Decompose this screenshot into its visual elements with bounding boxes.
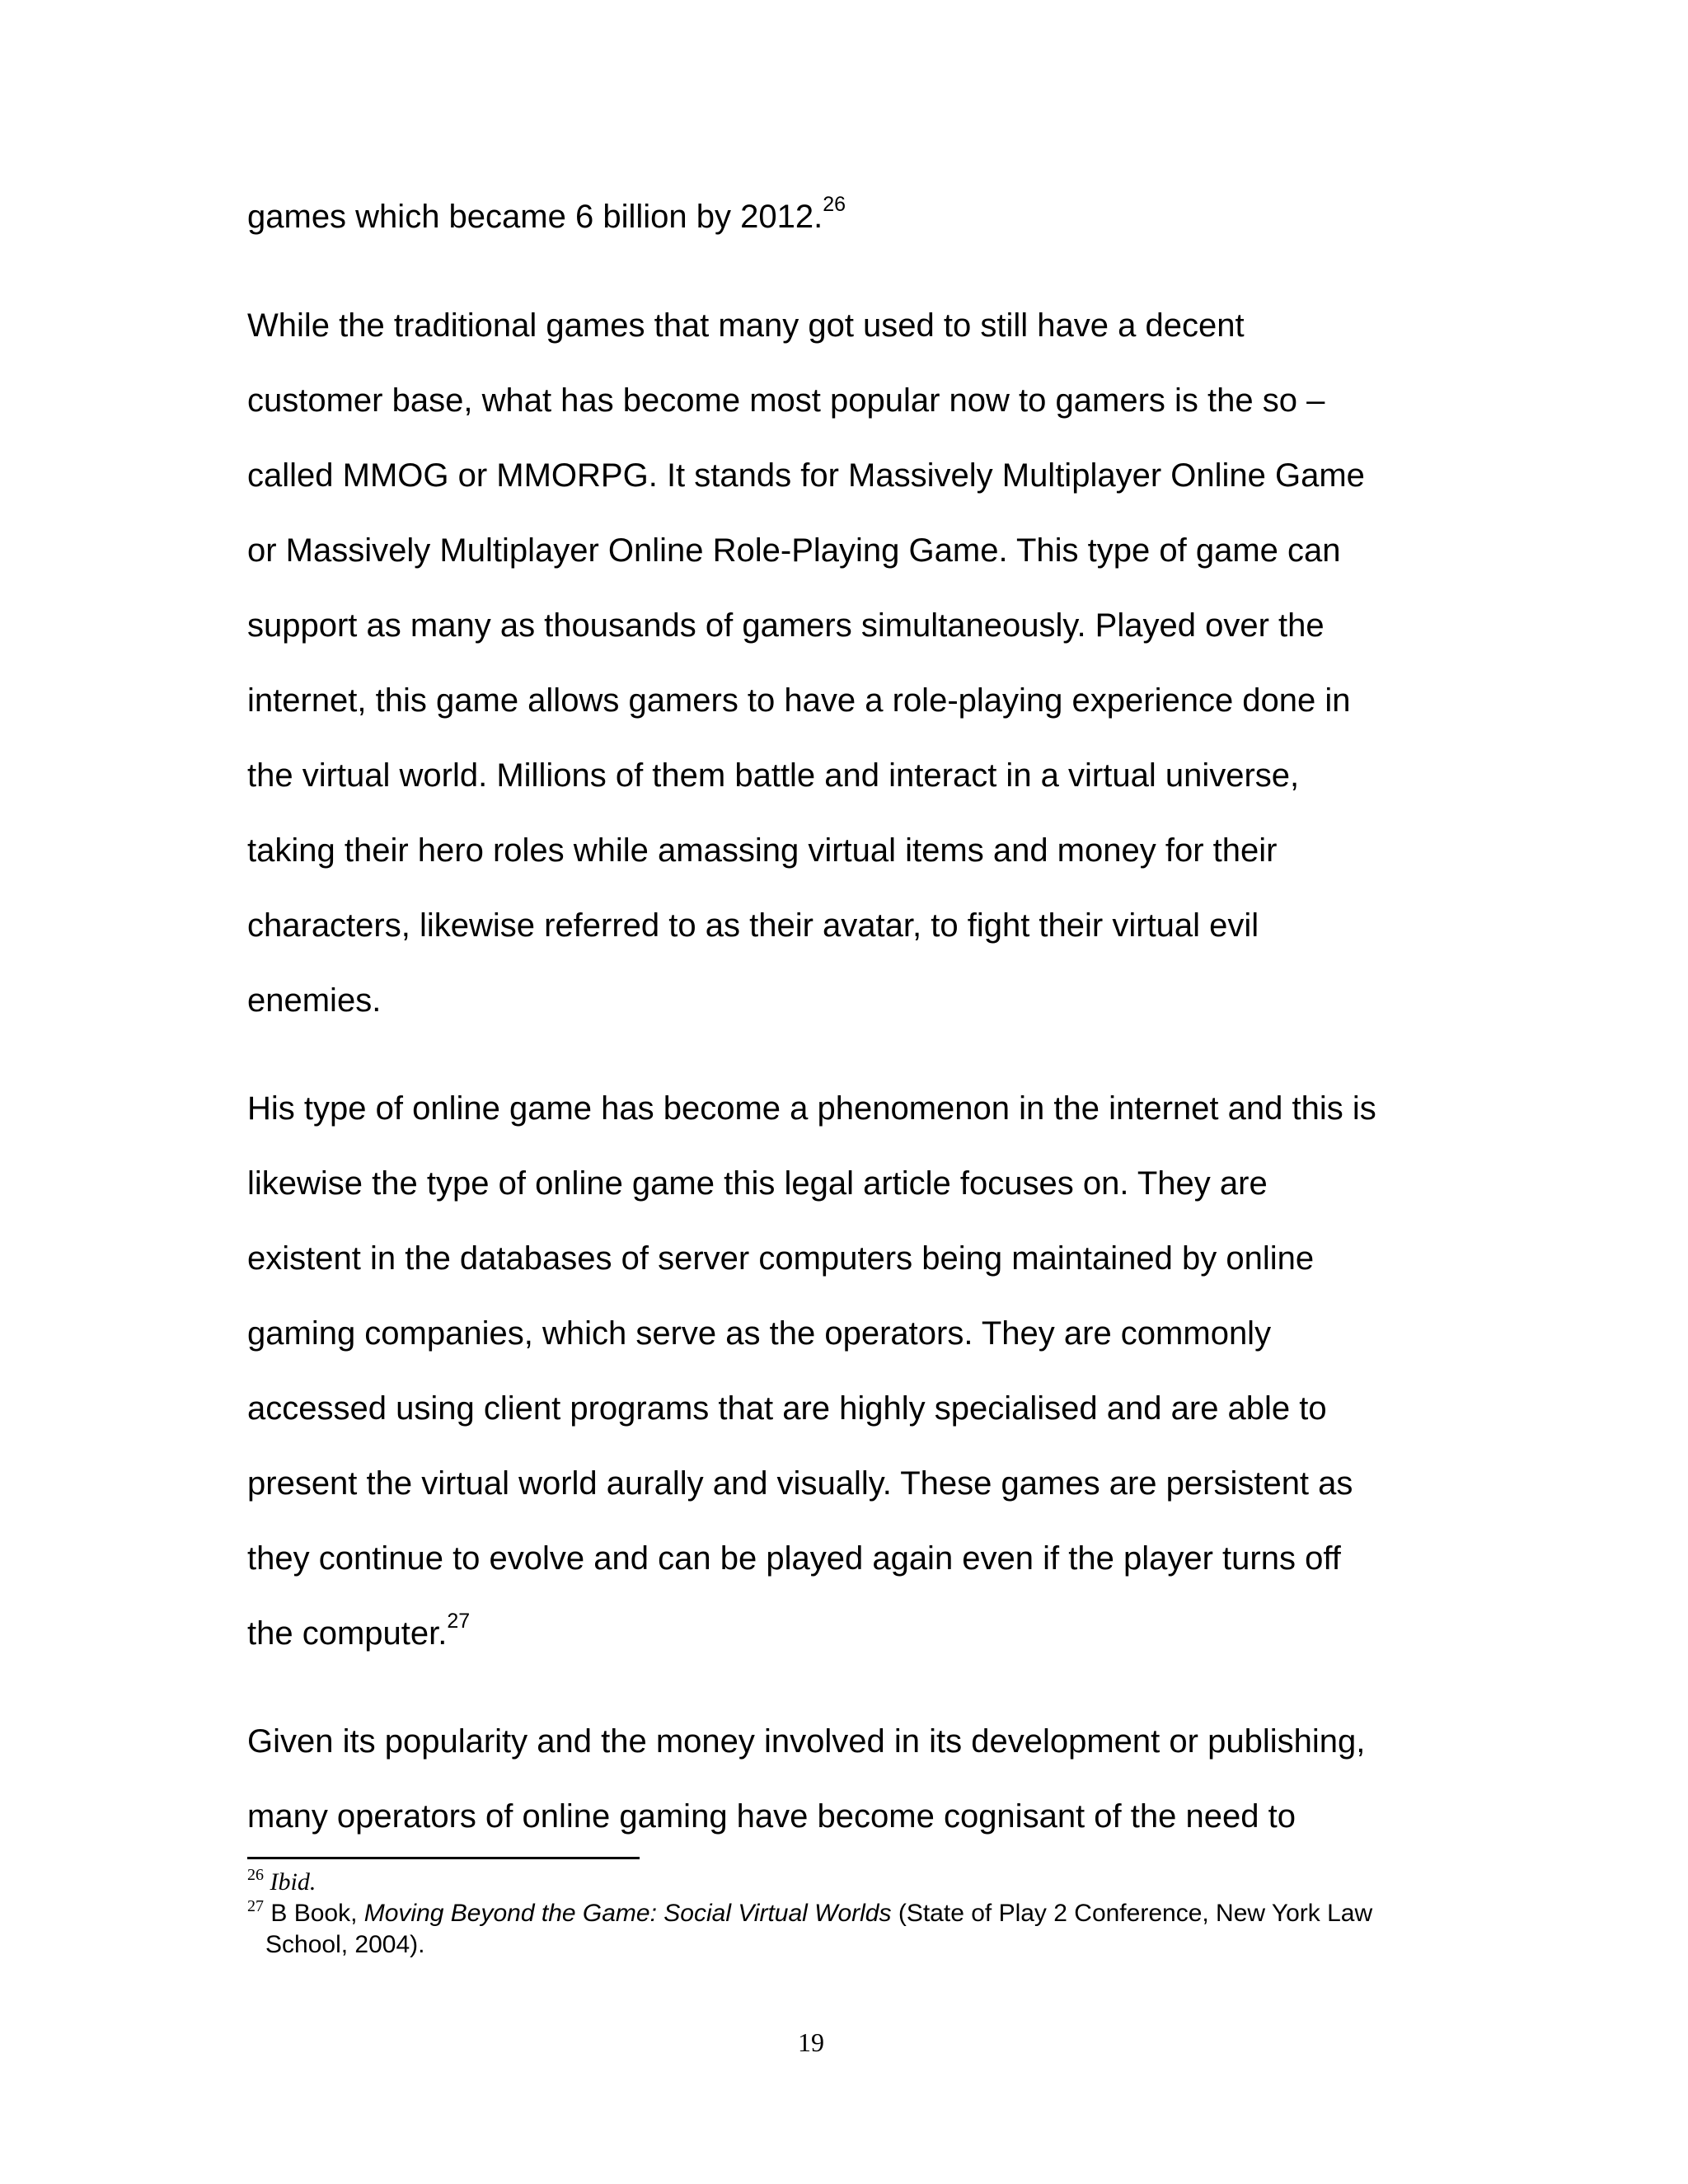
footnote-number: 26: [247, 1866, 264, 1884]
text-line: customer base, what has become most popular now to gamers is the so –: [247, 382, 1325, 419]
text-line: existent in the databases of server computers being maintained by online: [247, 1240, 1315, 1277]
page-number: 19: [798, 2027, 824, 2057]
text-line: taking their hero roles while amassing virtual items and money for their: [247, 832, 1278, 869]
text-line: many operators of online gaming have become cognisant of the need to: [247, 1798, 1296, 1835]
footnote-26: [247, 1868, 316, 1900]
footnote-text: Ibid.: [270, 1868, 316, 1896]
footnote-number: 27: [247, 1897, 264, 1915]
text-line: the virtual world. Millions of them battle and interact in a virtual universe,: [247, 757, 1300, 794]
text-line: His type of online game has become a phenomenon in the internet and this is: [247, 1090, 1376, 1127]
text-line: the computer.$^{27}$: [247, 1609, 471, 1652]
text-line: games which became 6 billion by 2012.26: [247, 192, 846, 235]
text-line: support as many as thousands of gamers simultaneously. Played over the: [247, 607, 1325, 644]
text-line: While the traditional games that many got used to still have a decent: [247, 307, 1245, 344]
text-line: Given its popularity and the money involved in its development or publishing,: [247, 1723, 1366, 1760]
text-line: characters, likewise referred to as their avatar, to fight their virtual evil: [247, 907, 1259, 944]
footnote-27-continuation: School, 2004).: [265, 1931, 425, 1958]
footnote-separator: [247, 1857, 640, 1859]
text-line: called MMOG or MMORPG. It stands for Massively Multiplayer Online Game: [247, 457, 1365, 494]
text-line: likewise the type of online game this legal article focuses on. They are: [247, 1165, 1268, 1202]
footnote-details: (State of Play 2 Conference, New York Law: [891, 1900, 1373, 1927]
text-line: accessed using client programs that are highly specialised and are able to: [247, 1390, 1327, 1427]
text-line: they continue to evolve and can be played again even if the player turns off: [247, 1540, 1341, 1577]
footnote-author: B Book,: [270, 1900, 364, 1927]
footnote-ref-26[interactable]: 26: [823, 192, 846, 216]
text-line: or Massively Multiplayer Online Role-Playing Game. This type of game can: [247, 532, 1341, 569]
text-line: enemies.: [247, 982, 382, 1019]
footnote-title: Moving Beyond the Game: Social Virtual Worlds: [363, 1900, 892, 1927]
footnote-27: [247, 1899, 1372, 1931]
text-line: gaming companies, which serve as the operators. They are commonly: [247, 1315, 1272, 1352]
text-line: present the virtual world aurally and visually. These games are persistent as: [247, 1465, 1353, 1502]
text-line: internet, this game allows gamers to have a role-playing experience done in: [247, 682, 1351, 719]
footnote-ref-27[interactable]: 27: [447, 1609, 471, 1633]
